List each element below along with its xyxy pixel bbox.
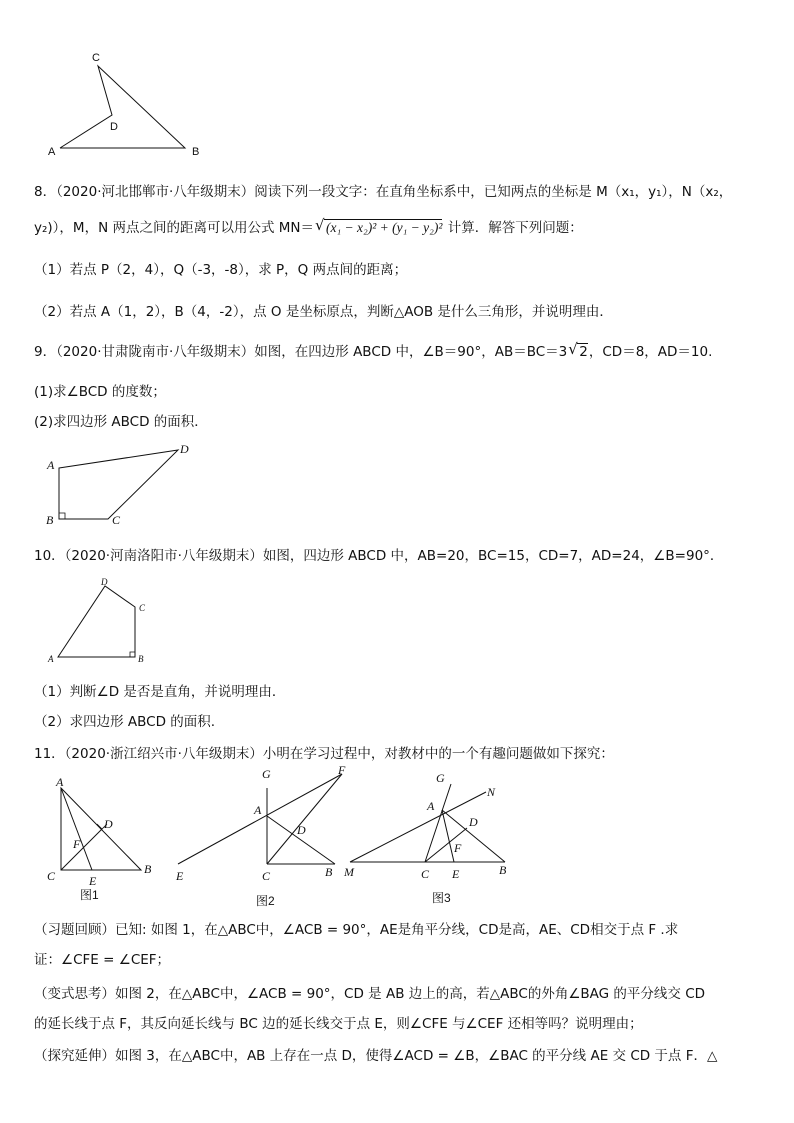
caption-fig1: 图1 [80,888,99,902]
q11-text1: （习题回顾）已知: 如图 1，在△ABC中，∠ACB = 90°，AE是角平分线，CD是高，AE、CD相交于点 F .求 [34,922,679,938]
label-D: D [104,817,113,831]
label-A: A [427,799,435,813]
label-M: M [344,865,354,879]
label-F: F [73,837,81,851]
label-F: F [454,841,462,855]
q9-line1-a: 9．（2020·甘肃陇南市·八年级期末）如图，在四边形 ABCD 中，∠B＝90°，AB＝BC＝3 [34,344,568,360]
label-B: B [192,146,200,158]
sqrt-radicand: 2 [579,344,588,360]
label-D: D [469,815,478,829]
q11-text4: 的延长线于点 F，其反向延长线与 BC 边的延长线交于点 E，则∠CFE 与∠CEF 还相等吗？说明理由； [34,1016,643,1032]
label-B: B [46,513,54,527]
q8-part2: （2）若点 A（1，2），B（4，-2），点 O 是坐标原点，判断△AOB 是什么三角形，并说明理由． [34,304,613,320]
label-E: E [176,869,184,883]
label-B: B [325,865,333,879]
q9-line1-b: ，CD＝8，AD＝10. [588,344,713,360]
label-G: G [262,767,271,781]
q11-text5: （探究延伸）如图 3，在△ABC中，AB 上存在一点 D，使得∠ACD = ∠B，∠BAC 的平分线 AE 交 CD 于点 F．△ [34,1048,718,1064]
q10-part2: （2）求四边形 ABCD 的面积. [34,714,216,730]
q11-text3: （变式思考）如图 2，在△ABC中，∠ACB = 90°，CD 是 AB 边上的高，若△ABC的外角∠BAG 的平分线交 CD [34,986,706,1002]
label-A: A [56,775,64,789]
label-C: C [92,52,100,64]
q10-line1: 10．（2020·河南洛阳市·八年级期末）如图，四边形 ABCD 中，AB=20，BC=15，CD=7，AD=24，∠B=90°． [34,548,724,564]
formula-radicand: (x₁ − x₂)² + (y₁ − y₂)² [326,220,443,235]
label-A: A [254,803,262,817]
label-G: G [436,771,445,785]
q8-line2-b: 计算．解答下列问题： [443,220,583,236]
caption-fig2: 图2 [256,894,275,908]
label-D: D [297,823,306,837]
label-B: B [144,862,152,876]
q11-line1: 11．（2020·浙江绍兴市·八年级期末）小明在学习过程中，对教材中的一个有趣问题做如下探究： [34,746,614,762]
label-C: C [139,603,146,613]
label-C: C [47,869,56,883]
q9-part2: (2)求四边形 ABCD 的面积． [34,414,208,430]
label-C: C [421,867,430,881]
label-D: D [101,577,108,587]
figure-11-1 [40,775,165,905]
label-C: C [112,513,121,527]
distance-formula: √ (x₁ − x₂)² + (y₁ − y₂)² [315,216,443,235]
label-D: D [110,121,118,133]
label-F: F [338,763,346,777]
label-A: A [48,654,54,664]
figure-11-2 [170,762,355,912]
q10-part1: （1）判断∠D 是否是直角，并说明理由． [34,684,286,700]
figure-q10-quadrilateral [44,577,164,665]
q9-line1 [34,340,712,360]
label-E: E [89,874,97,888]
figure-top-triangle [40,48,220,163]
label-B: B [138,654,144,664]
sqrt-2: √ 2 [568,340,588,360]
q9-part1: (1)求∠BCD 的度数； [34,384,166,400]
q8-line2 [34,216,583,236]
figure-11-3 [340,770,525,910]
caption-fig3: 图3 [432,891,451,905]
figure-q9-quadrilateral [40,440,210,530]
q11-text2: 证：∠CFE = ∠CEF； [34,952,171,968]
label-E: E [452,867,460,881]
q8-part1: （1）若点 P（2，4），Q（-3，-8），求 P，Q 两点间的距离； [34,262,408,278]
label-N: N [487,785,496,799]
q8-line1: 8．（2020·河北邯郸市·八年级期末）阅读下列一段文字：在直角坐标系中，已知两点的坐标是 M（x₁，y₁），N（x₂， [34,184,733,200]
label-C: C [262,869,271,883]
label-A: A [47,458,55,472]
label-B: B [499,863,507,877]
label-A: A [48,146,56,158]
q8-line2-a: y₂)），M，N 两点之间的距离可以用公式 MN＝ [34,220,314,236]
label-D: D [180,442,189,456]
